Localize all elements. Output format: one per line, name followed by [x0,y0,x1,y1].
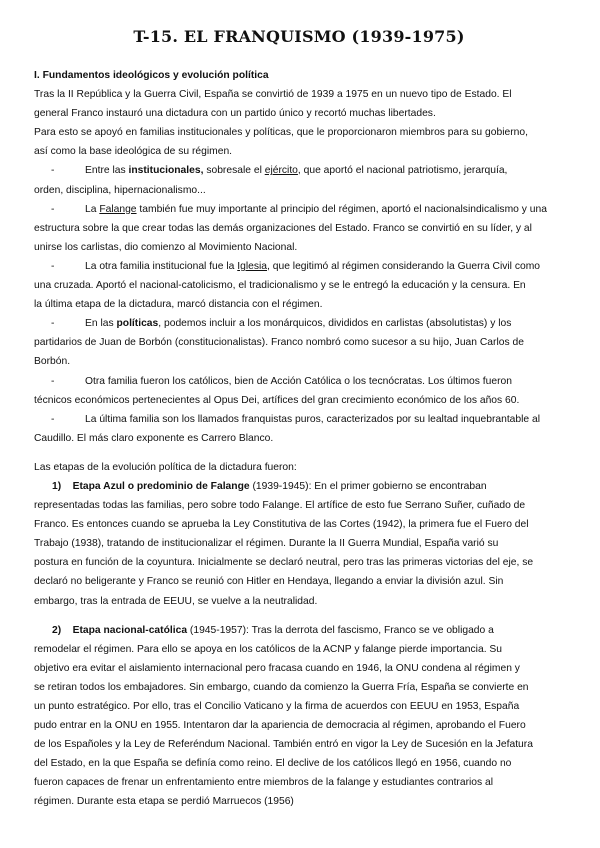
dash-marker: - [51,375,55,387]
underlined-term: Falange [99,203,137,215]
paragraph-line: así como la base ideológica de su régimen. [34,146,233,158]
spacer [34,611,564,621]
stage-dates: (1939-1945) [249,480,309,492]
paragraph-line: del Estado, en la que España se definía como reino. El declive de los católicos llegó en 1956, cuando no [34,758,512,770]
paragraph-line: fueron capaces de frenar un enfrentamiento entre miembros de la falange y estudiantes contrarios al [34,777,494,789]
paragraph-line: unirse los carlistas, dio comienzo al Movimiento Nacional. [34,241,298,253]
paragraph-line: Caudillo. El más claro exponente es Carrero Blanco. [34,432,274,444]
paragraph-line: se retiran todos los embajadores. Sin embargo, cuando da comienzo la Guerra Fría, España se convierte en [34,681,529,693]
paragraph-line: representadas todas las familias, pero sobre todo Falange. El artífice de esto fue Serrano Suñer, cuñado de [34,500,526,512]
paragraph-line: una cruzada. Aportó el nacional-catolicismo, el tradicionalismo y se le entregó la educación y la censura. En [34,280,526,292]
paragraph-line: un punto estratégico. Por ello, tras el Concilio Vaticano y la firma de acuerdos con EEUU en 1953, España [34,701,520,712]
paragraph-line: Franco. Es entonces cuando se aprueba la Ley Constitutiva de las Cortes (1942), la primera fue el Fuero del [34,519,529,531]
paragraph-line: postura en función de la coyuntura. Inicialmente se declaró neutral, pero tras las primeras victorias del eje, se [34,557,534,569]
family-item-politicas [34,314,564,333]
family-item-iglesia [34,257,564,276]
family-line [85,314,564,333]
paragraph-line: orden, disciplina, hipernacionalismo... [34,184,206,196]
paragraph-line: Tras la II República y la Guerra Civil, España se convirtió de 1939 a 1975 en un nuevo tipo de Estado. El [34,89,512,101]
document-title: T-15. EL FRANQUISMO (1939-1975) [133,27,465,46]
paragraph-line: pudo entrar en la ONU en 1955. Intentaron dar la apariencia de democracia al régimen, aprobando el Fuero [34,720,526,732]
family-line [85,257,564,276]
paragraph-line: de los Españoles y la Ley de Referéndum Nacional. También entró en vigor la Ley de Sucesión en la Jefatura [34,739,533,751]
paragraph-line: declaró no beligerante y Franco se reunió con Hitler en Hendaya, llegando a enviar la división azul. Sin [34,576,504,588]
bold-term: políticas [116,318,159,330]
text-run: , que legitimó al régimen considerando la Guerra Civil como [267,260,541,272]
paragraph-line: estructura sobre la que crear todas las demás organizaciones del Estado. Franco se convirtió en su líder, y al [34,222,532,234]
text-run: La [85,203,100,215]
family-item-catolicos [34,372,564,391]
family-item-franquistas-puros [34,410,564,429]
underlined-term: Iglesia [237,260,268,272]
text-run: sobresale el [203,165,265,177]
text-run: En las [85,318,117,330]
bold-term: institucionales, [128,165,204,177]
spacer [34,448,564,458]
text-run: también fue muy importante al principio del régimen, aportó el nacionalsindicalismo y una [136,203,547,215]
text-run: La otra familia institucional fue la [85,260,238,272]
paragraph-line: embargo, tras la entrada de EEUU, se vuelve a la neutralidad. [34,595,318,607]
paragraph-line: remodelar el régimen. Para ello se apoya en los católicos de la ACNP y falange pierde importancia. Su [34,643,503,655]
dash-marker: - [51,203,55,215]
text-run: , que aportó el nacional patriotismo, jerarquía, [297,165,508,177]
paragraph-line: régimen. Durante esta etapa se perdió Marruecos (1956) [34,796,294,808]
paragraph-line: Para esto se apoyó en familias institucionales y políticas, que le proporcionaron miembros para su gobierno, [34,127,528,139]
dash-marker: - [51,165,55,177]
dash-marker: - [51,318,55,330]
stage-number: 2) [52,624,62,636]
family-line [85,200,564,219]
family-line: Otra familia fueron los católicos, bien de Acción Católica o los tecnócratas. Los últimos fueron [85,375,512,387]
stages-intro: Las etapas de la evolución política de la dictadura fueron: [34,461,297,473]
text-run: Entre las [85,165,129,177]
stage-2-first-line [34,621,564,640]
family-line: La última familia son los llamados franquistas puros, caracterizados por su lealtad inquebrantable al [85,413,541,425]
text-run: , podemos incluir a los monárquicos, divididos en carlistas (absolutistas) y los [158,318,512,330]
paragraph-line: Trabajo (1938), tratando de institucionalizar el régimen. Durante la II Guerra Mundial, España varió su [34,538,499,550]
family-line [85,161,564,180]
paragraph-line: general Franco instauró una dictadura con un partido único y recortó muchas libertades. [34,108,436,120]
dash-marker: - [51,260,55,272]
family-item-falange [34,200,564,219]
text-run: : En el primer gobierno se encontraban [308,480,487,492]
paragraph-line: la última etapa de la dictadura, marcó distancia con el régimen. [34,299,323,311]
stage-title: Etapa Azul o predominio de Falange [72,480,250,492]
stage-number: 1) [52,480,62,492]
paragraph-line: Borbón. [34,356,71,368]
paragraph-line: partidarios de Juan de Borbón (constitucionalistas). Franco nombró como sucesor a su hijo, Juan Carlos de [34,337,524,349]
paragraph-line: objetivo era evitar el aislamiento internacional pero fracasa cuando en 1946, la ONU condena al régimen y [34,662,520,674]
stage-dates: (1945-1957) [187,624,247,636]
underlined-term: ejército [264,165,298,177]
dash-marker: - [51,413,55,425]
stage-1-first-line [34,477,564,496]
section-heading: I. Fundamentos ideológicos y evolución política [34,70,269,81]
document-body [34,66,564,812]
family-item-ejercito [34,161,564,180]
paragraph-line: técnicos económicos pertenecientes al Opus Dei, artífices del gran crecimiento económico de los años 60. [34,394,520,406]
stage-title: Etapa nacional-católica [72,624,188,636]
text-run: : Tras la derrota del fascismo, Franco se ve obligado a [246,624,494,636]
